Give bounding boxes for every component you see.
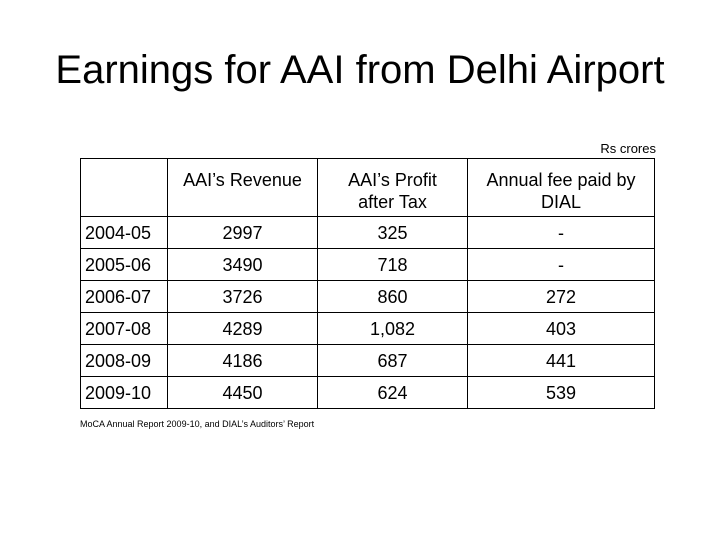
year-cell: 2006-07: [81, 281, 168, 313]
revenue-cell: 4450: [168, 377, 318, 409]
year-cell: 2007-08: [81, 313, 168, 345]
table-row: [81, 345, 655, 377]
profit-cell: 1,082: [318, 313, 468, 345]
revenue-cell: 3726: [168, 281, 318, 313]
table-row: [81, 217, 655, 249]
header-annual-fee: Annual fee paid by DIAL: [468, 159, 655, 217]
fee-cell: 272: [468, 281, 655, 313]
header-profit: AAI’s Profit after Tax: [318, 159, 468, 217]
table-row: [81, 313, 655, 345]
earnings-table: [80, 158, 655, 409]
table-row: [81, 249, 655, 281]
slide-title: Earnings for AAI from Delhi Airport: [55, 48, 665, 92]
table-row: [81, 281, 655, 313]
revenue-cell: 4186: [168, 345, 318, 377]
header-revenue: AAI’s Revenue: [168, 159, 318, 217]
fee-cell: -: [468, 217, 655, 249]
year-cell: 2008-09: [81, 345, 168, 377]
header-empty-cell: [81, 159, 168, 217]
fee-cell: 403: [468, 313, 655, 345]
revenue-cell: 4289: [168, 313, 318, 345]
fee-cell: -: [468, 249, 655, 281]
year-cell: 2009-10: [81, 377, 168, 409]
fee-cell: 441: [468, 345, 655, 377]
unit-note: Rs crores: [600, 141, 656, 156]
profit-cell: 687: [318, 345, 468, 377]
revenue-cell: 3490: [168, 249, 318, 281]
revenue-cell: 2997: [168, 217, 318, 249]
year-cell: 2005-06: [81, 249, 168, 281]
profit-cell: 860: [318, 281, 468, 313]
profit-cell: 325: [318, 217, 468, 249]
source-note: MoCA Annual Report 2009-10, and DIAL’s Auditors’ Report: [80, 419, 315, 429]
fee-cell: 539: [468, 377, 655, 409]
profit-cell: 624: [318, 377, 468, 409]
header-row: [81, 159, 655, 217]
year-cell: 2004-05: [81, 217, 168, 249]
table-row: [81, 377, 655, 409]
profit-cell: 718: [318, 249, 468, 281]
